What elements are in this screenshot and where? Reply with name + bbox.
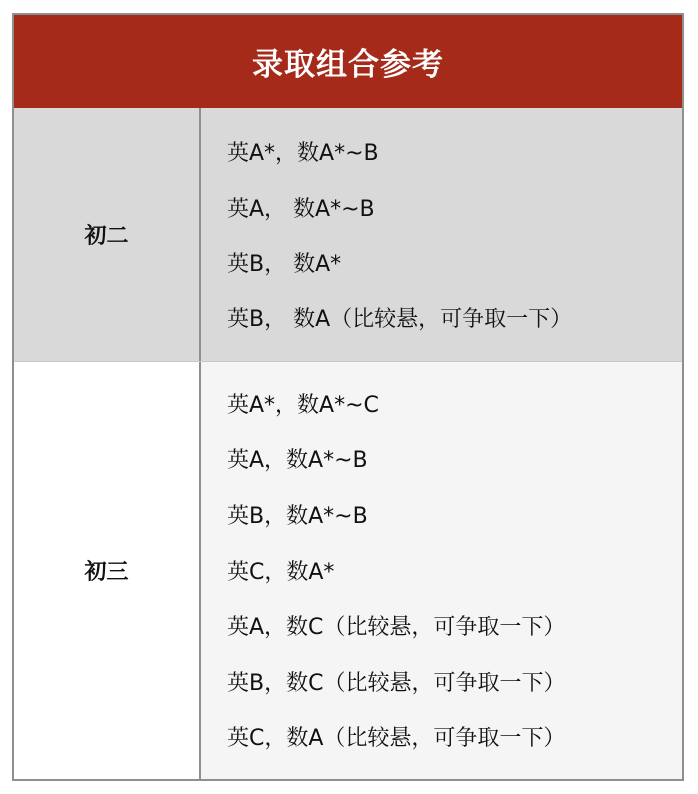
list-item: 英A， 数A*~B	[227, 197, 375, 222]
list-item: 英B，数C（比较悬，可争取一下）	[227, 671, 566, 696]
column-divider	[199, 362, 201, 779]
grade-label: 初二	[84, 224, 129, 249]
list-item: 英B， 数A*	[227, 252, 342, 277]
table-title: 录取组合参考	[14, 15, 682, 108]
list-item: 英B， 数A（比较悬，可争取一下）	[227, 307, 573, 332]
list-item: 英B，数A*~B	[227, 504, 368, 529]
grade-label: 初三	[14, 362, 199, 779]
grade-row-grade3	[14, 361, 682, 779]
list-item: 英A，数C（比较悬，可争取一下）	[227, 615, 566, 640]
list-item: 英C，数A*	[227, 560, 335, 585]
grade-row-grade2	[14, 108, 682, 361]
column-divider	[199, 108, 201, 361]
list-item: 英C，数A（比较悬，可争取一下）	[227, 726, 566, 751]
list-item: 英A*，数A*~B	[227, 141, 379, 166]
list-item: 英A，数A*~B	[227, 448, 368, 473]
list-item: 英A*，数A*~C	[227, 393, 379, 418]
admission-combination-table	[12, 13, 684, 781]
